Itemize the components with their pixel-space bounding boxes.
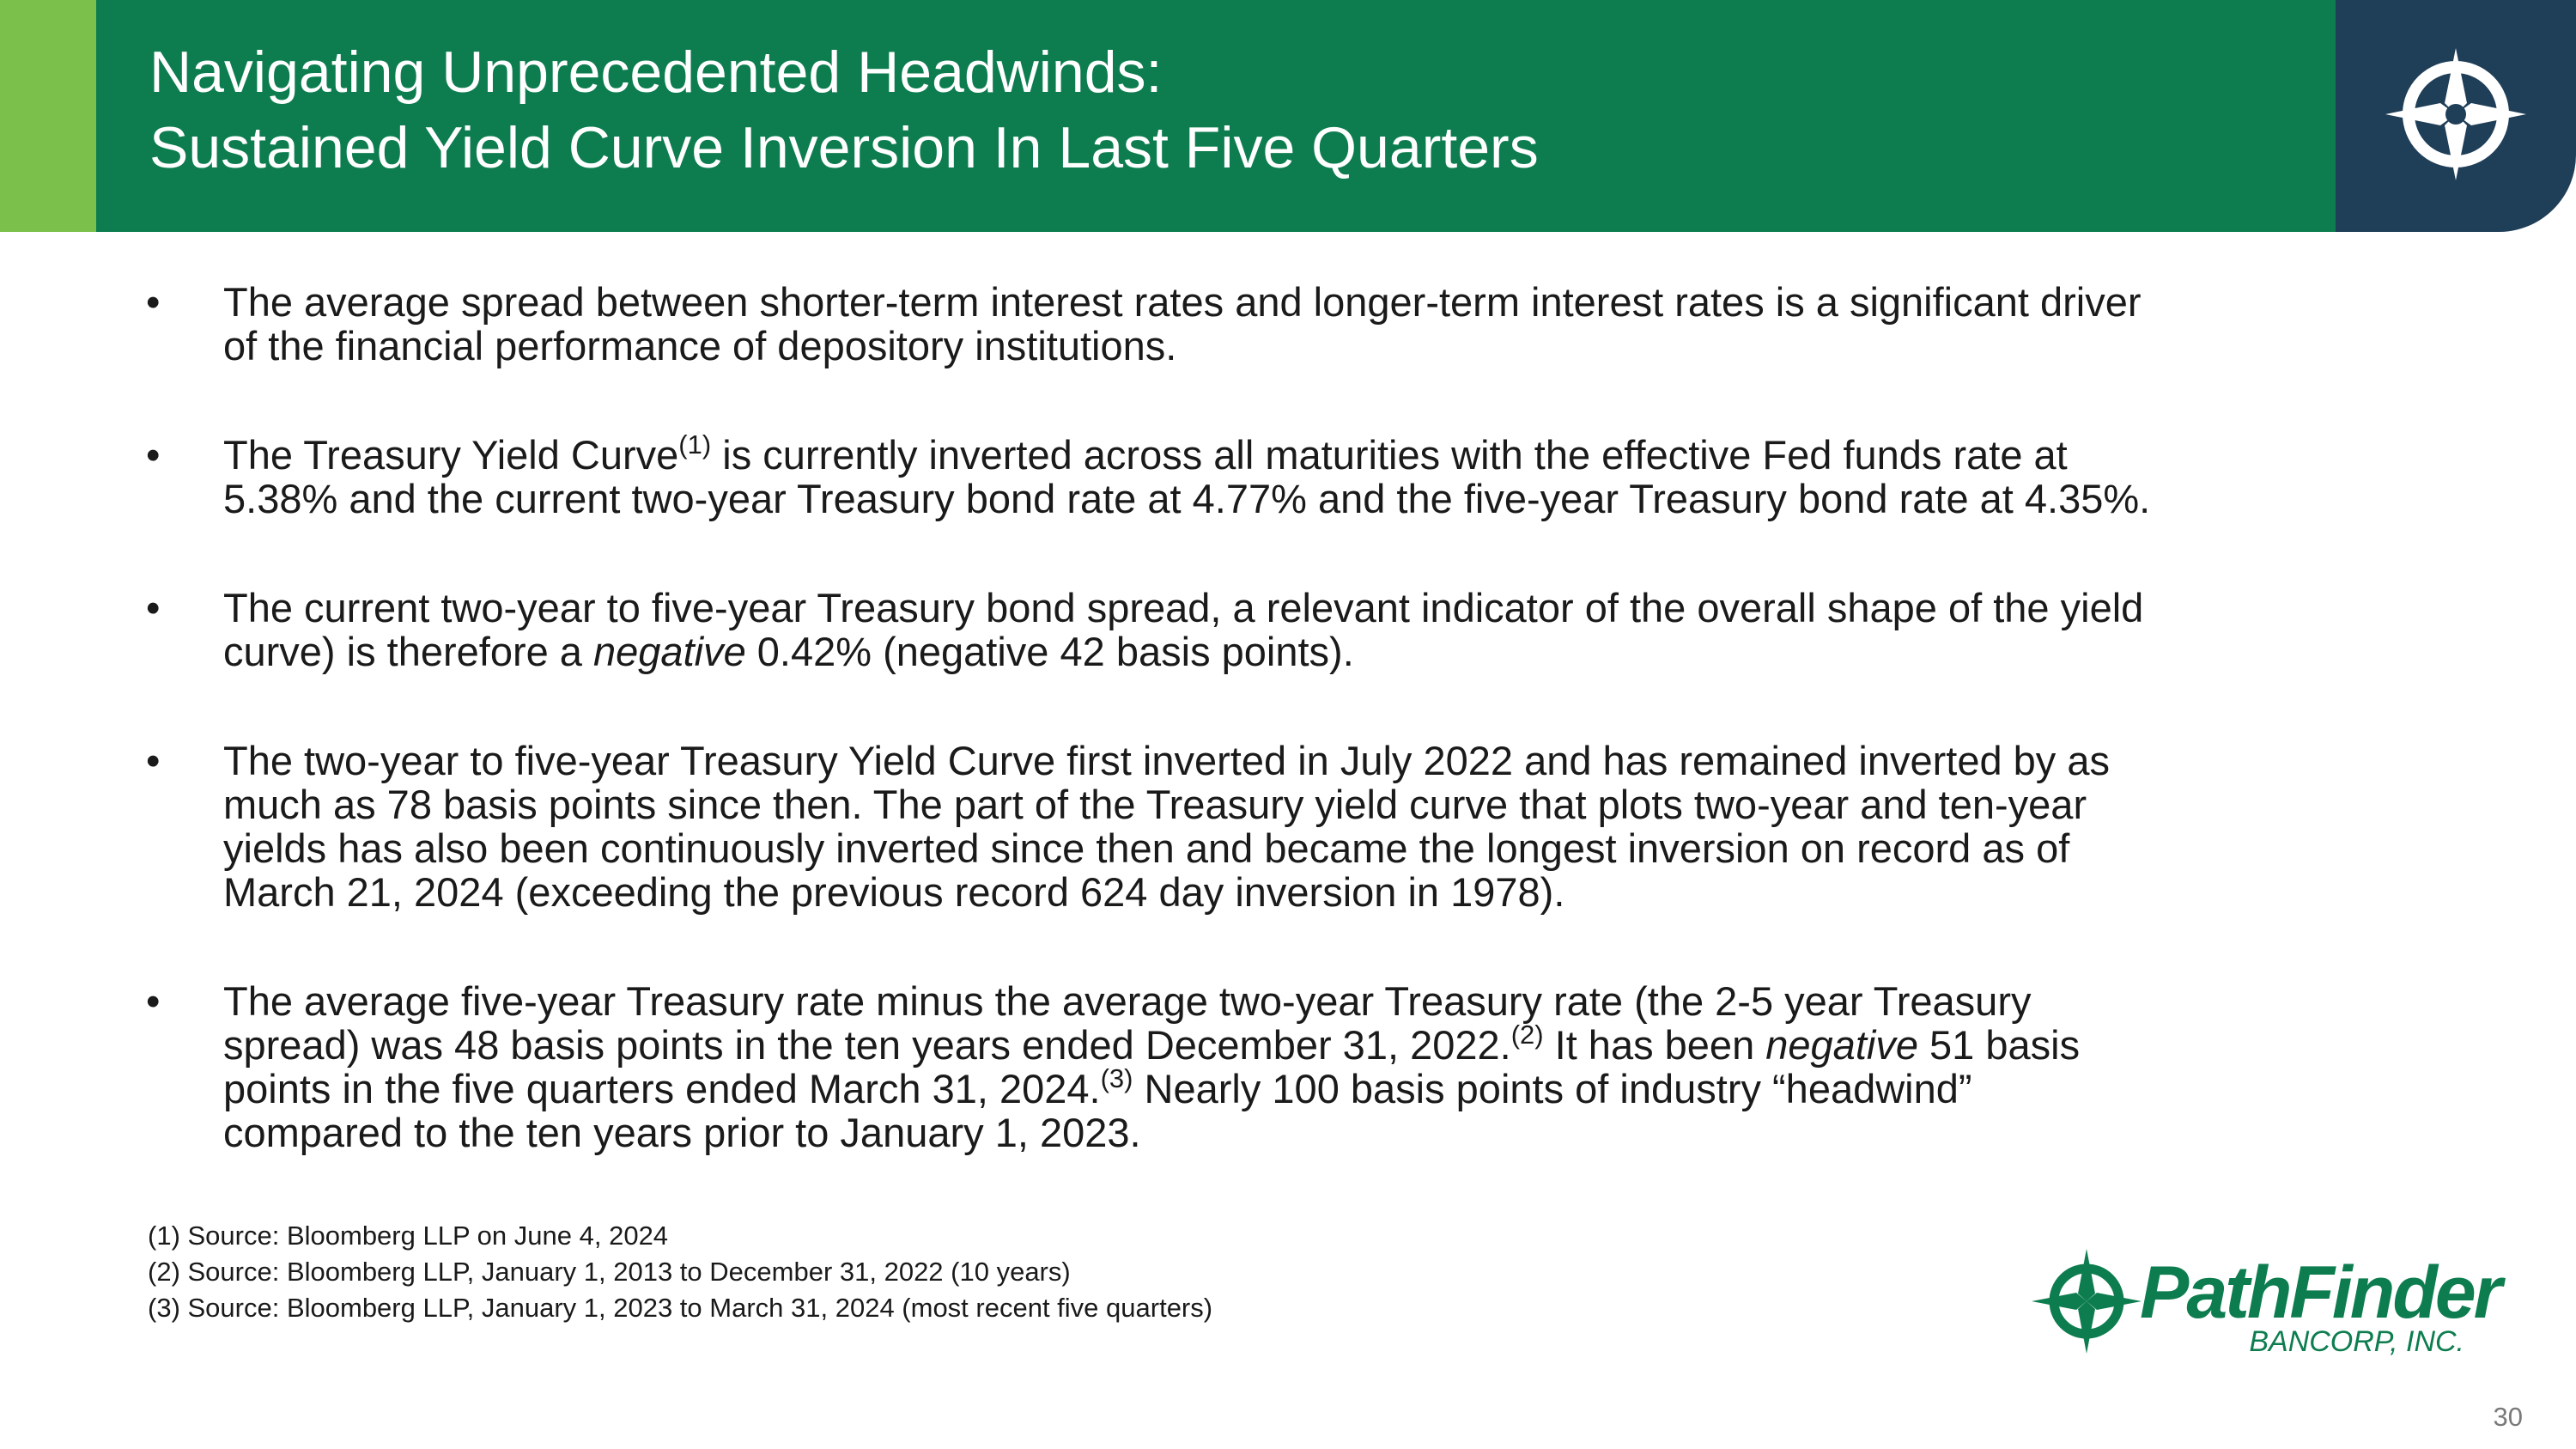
footnotes xyxy=(148,1218,1212,1326)
bullet-item xyxy=(146,280,2413,368)
header-logo-box xyxy=(2336,0,2576,232)
bullet-text: The Treasury Yield Curve xyxy=(223,432,679,478)
footnote-ref: (3) xyxy=(1100,1063,1133,1093)
compass-star-icon xyxy=(2370,33,2542,196)
brand-logo xyxy=(2026,1237,2500,1366)
emphasis-text: negative xyxy=(1765,1022,1918,1068)
bullet-text-line: The average five-year Treasury rate minus the average two-year Treasury rate (the 2-5 year Treasury xyxy=(223,978,2032,1024)
bullet-text-line: much as 78 basis points since then. The part of the Treasury yield curve that plots two-year and ten-year xyxy=(223,782,2087,827)
slide-header xyxy=(0,0,2576,232)
bullet-text-line xyxy=(223,1063,2413,1111)
bullet-text: spread) was 48 basis points in the ten years ended December 31, 2022. xyxy=(223,1022,1511,1068)
bullet-text-line: 5.38% and the current two-year Treasury bond rate at 4.77% and the five-year Treasury bond rate at 4.35%. xyxy=(223,476,2151,521)
bullet-text: It has been xyxy=(1543,1022,1766,1068)
bullet-text: Nearly 100 basis points of industry “headwind” xyxy=(1133,1066,1972,1111)
bullet-item xyxy=(146,979,2413,1154)
bullet-text-line: of the financial performance of depository institutions. xyxy=(223,323,1177,368)
bullet-marker: • xyxy=(146,585,161,630)
footnote-ref: (1) xyxy=(678,429,712,460)
bullet-text-line: The current two-year to five-year Treasury bond spread, a relevant indicator of the overall shape of the yield xyxy=(223,585,2144,630)
bullet-item xyxy=(146,739,2413,914)
footnote-ref: (2) xyxy=(1510,1020,1544,1050)
bullet-text: 0.42% (negative 42 basis points). xyxy=(745,629,1354,674)
bullet-text-line: yields has also been continuously inverted since then and became the longest inversion on record as of xyxy=(223,825,2070,871)
bullet-text: 51 basis xyxy=(1917,1022,2081,1068)
bullet-text: points in the five quarters ended March 31, 2024. xyxy=(223,1066,1101,1111)
brand-name: PathFinder xyxy=(2140,1251,2500,1334)
footnote: (2) Source: Bloomberg LLP, January 1, 2013 to December 31, 2022 (10 years) xyxy=(148,1257,1071,1287)
bullet-text-line xyxy=(223,630,2413,673)
bullet-item xyxy=(146,429,2413,521)
bullet-marker: • xyxy=(146,978,161,1024)
brand-subtitle: BANCORP, INC. xyxy=(2249,1325,2464,1358)
bullet-text: curve) is therefore a xyxy=(223,629,594,674)
page-number: 30 xyxy=(2493,1402,2523,1432)
bullet-text-line xyxy=(223,1020,2413,1068)
bullet-text-line xyxy=(223,429,2413,478)
bullet-text-line: The average spread between shorter-term interest rates and longer-term interest rates is a significant driver xyxy=(223,279,2142,325)
footnote: (1) Source: Bloomberg LLP on June 4, 2024 xyxy=(148,1221,669,1251)
bullet-marker: • xyxy=(146,279,161,325)
bullet-list xyxy=(146,280,2413,1154)
bullet-item xyxy=(146,586,2413,673)
bullet-marker: • xyxy=(146,432,161,478)
bullet-text-line: March 21, 2024 (exceeding the previous record 624 day inversion in 1978). xyxy=(223,869,1565,915)
emphasis-text: negative xyxy=(593,629,746,674)
bullet-text-line: The two-year to five-year Treasury Yield Curve first inverted in July 2022 and has remained inverted by as xyxy=(223,738,2110,783)
bullet-marker: • xyxy=(146,738,161,783)
slide-title-line-2: Sustained Yield Curve Inversion In Last Five Quarters xyxy=(149,115,1539,180)
pathfinder-compass-icon xyxy=(2026,1245,2147,1357)
bullet-text: is currently inverted across all maturities with the effective Fed funds rate at xyxy=(711,432,2068,478)
slide-title-line-1: Navigating Unprecedented Headwinds: xyxy=(149,40,1163,105)
footnote: (3) Source: Bloomberg LLP, January 1, 2023 to March 31, 2024 (most recent five quarters) xyxy=(148,1293,1213,1323)
header-accent-strip xyxy=(0,0,96,232)
bullet-text-line: compared to the ten years prior to January 1, 2023. xyxy=(223,1110,1141,1155)
